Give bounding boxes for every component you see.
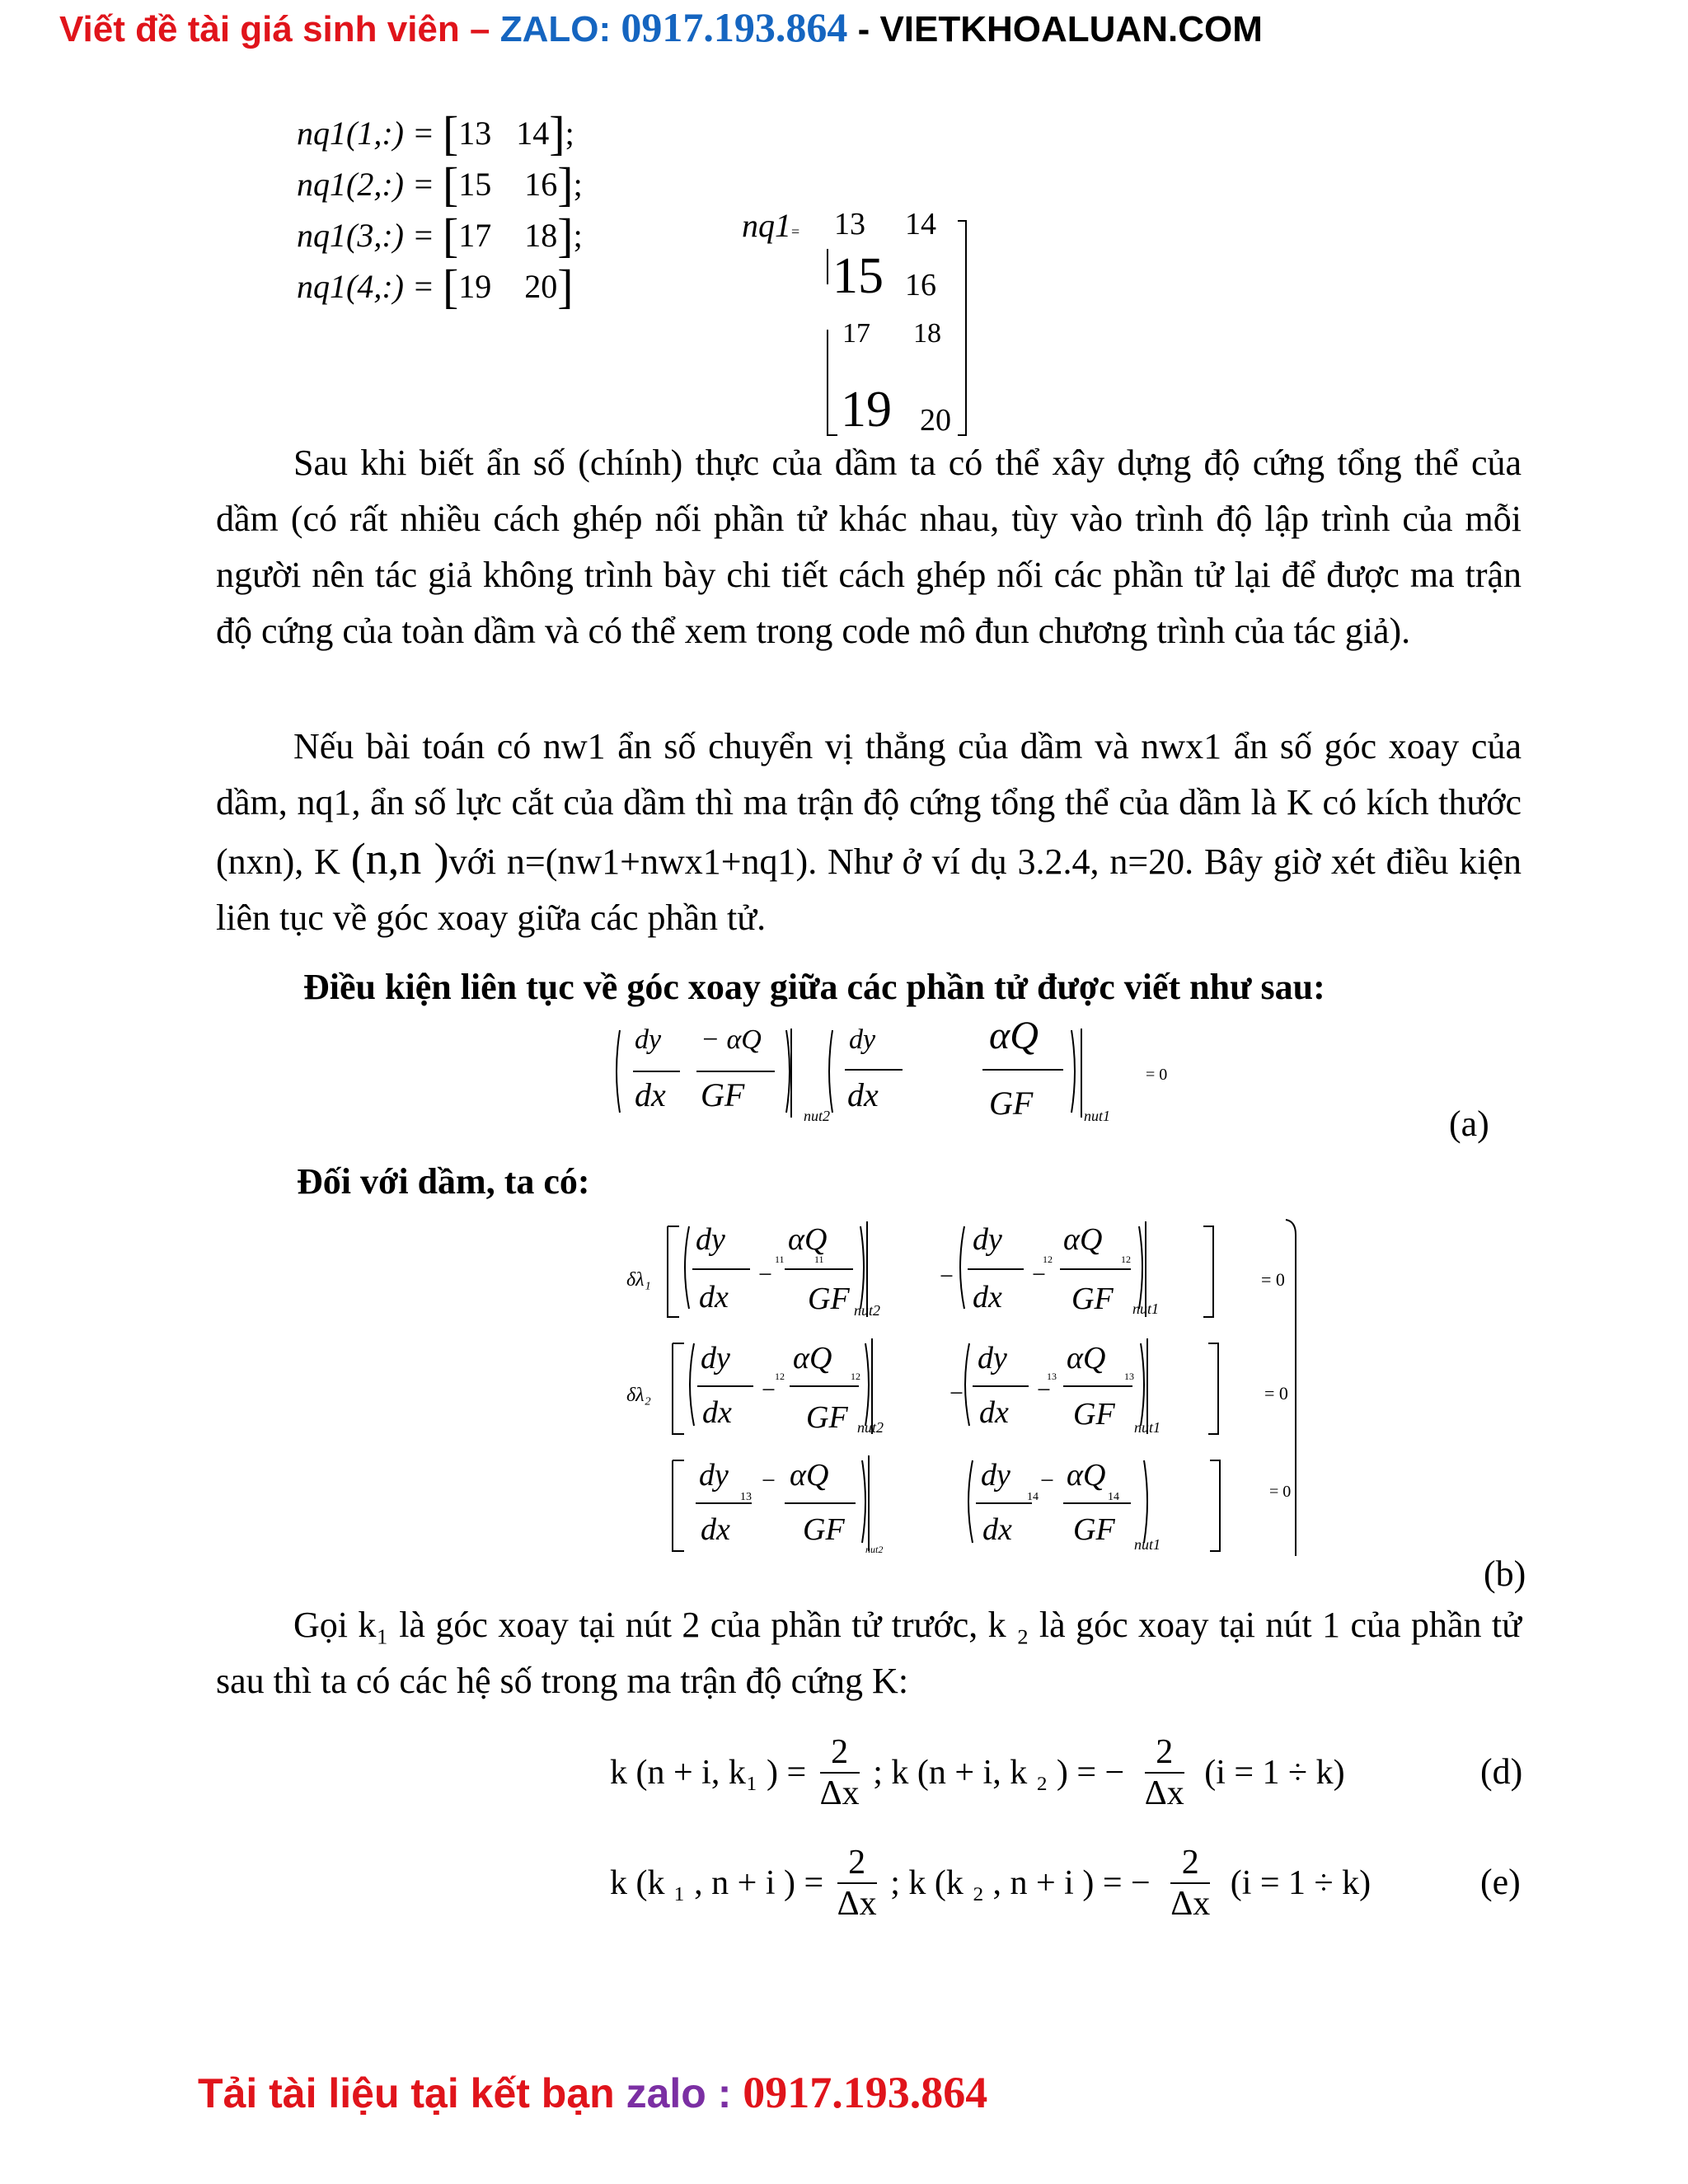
svg-text:αQ: αQ: [788, 1222, 828, 1257]
svg-text:GF: GF: [806, 1400, 848, 1435]
svg-text:−: −: [1040, 1467, 1054, 1494]
heading-beam: Đối với dầm, ta có:: [297, 1161, 590, 1202]
svg-text:nut1: nut1: [1084, 1108, 1111, 1124]
svg-text:dx: dx: [982, 1512, 1012, 1547]
svg-text:nut2: nut2: [804, 1108, 831, 1124]
matrix-cell: 19: [841, 382, 892, 438]
eq-label-d: (d): [1480, 1751, 1523, 1792]
svg-text:11: 11: [814, 1254, 824, 1265]
svg-text:−: −: [1032, 1261, 1046, 1288]
svg-text:−: −: [1037, 1376, 1051, 1404]
svg-text:nut2: nut2: [865, 1544, 884, 1555]
svg-text:dx: dx: [702, 1395, 732, 1430]
paragraph-1: Sau khi biết ẩn số (chính) thực của dầm ta có thể xây dựng độ cứng tổng thể của dầm (có rất nhiều cách ghép nối phần tử khác nhau, tùy vào trình độ lập trình của mỗi người nên tác giả không trình bày chi tiết cách ghép nối các phần tử lại để được ma trận độ cứng của toàn dầm và có thể xem trong code mô đun chương trình của tác giả).: [216, 443, 1522, 651]
heading-continuity: Điều kiện liên tục về góc xoay giữa các phần tử được viết như sau:: [303, 967, 1325, 1007]
matrix-cell: 17: [842, 318, 870, 349]
footer-text: Tải tài liệu tại kết bạn: [198, 2070, 626, 2116]
svg-text:GF: GF: [1073, 1512, 1115, 1547]
svg-text:nut2: nut2: [854, 1302, 881, 1319]
equation-b: [626, 1210, 1368, 1581]
matrix-cell: 13: [834, 207, 865, 241]
svg-text:−: −: [762, 1376, 776, 1404]
header-phone: 0917.193.864: [621, 4, 848, 50]
nq-row: nq1(4,:) = [19 20]: [297, 260, 574, 313]
eq-label-b: (b): [1484, 1554, 1526, 1594]
matrix-name: nq1: [742, 207, 791, 244]
svg-text:dy: dy: [973, 1222, 1002, 1257]
footer-phone: 0917.193.864: [743, 2068, 988, 2117]
svg-text:δλ₂: δλ₂: [626, 1385, 651, 1406]
svg-text:nut1: nut1: [1134, 1419, 1161, 1436]
svg-text:nut1: nut1: [1134, 1536, 1161, 1553]
svg-text:12: 12: [775, 1371, 785, 1382]
header-zalo-label: ZALO:: [499, 9, 621, 49]
svg-text:11: 11: [775, 1254, 785, 1265]
equation-e: k (k ₁ , n + i ) = $\frac{2}{\Delta x}$ ; k (k ₂ , n + i ) = − $\frac{2}{\Delta x}$ (i = 1 ÷ k): [610, 1844, 1372, 1923]
svg-text:dy: dy: [849, 1024, 876, 1055]
matrix-cell: 18: [913, 318, 941, 349]
matrix-cell: 20: [920, 403, 951, 438]
svg-text:dx: dx: [847, 1076, 879, 1113]
matrix-cell: 16: [905, 268, 936, 302]
svg-text:αQ: αQ: [793, 1341, 832, 1376]
nq-assignments: [297, 105, 583, 313]
footer-banner: Tải tài liệu tại kết bạn zalo : 0917.193.864: [198, 2068, 988, 2117]
svg-text:dy: dy: [699, 1458, 729, 1493]
svg-text:− αQ: − αQ: [701, 1024, 762, 1055]
svg-text:dy: dy: [981, 1458, 1010, 1493]
svg-text:nut2: nut2: [857, 1419, 884, 1436]
svg-text:= 0: = 0: [1264, 1383, 1288, 1404]
svg-text:= 0: = 0: [1261, 1269, 1285, 1290]
equation-d: k (n + i, k₁ ) = $\frac{2}{\Delta x}$ ; k (n + i, k ₂ ) = − $\frac{2}{\Delta x}$ (i = 1 ÷ k): [610, 1733, 1345, 1812]
matrix-cell: 14: [905, 207, 936, 241]
svg-text:dx: dx: [973, 1280, 1002, 1315]
eq-label-a: (a): [1449, 1104, 1489, 1144]
svg-text:GF: GF: [989, 1085, 1034, 1122]
nq-row: nq1(3,:) = [17 18];: [297, 209, 583, 262]
svg-text:13: 13: [1047, 1371, 1057, 1382]
paragraph-3: Gọi k₁ là góc xoay tại nút 2 của phần tử trước, k ₂ là góc xoay tại nút 1 của phần tử sau thì ta có các hệ số trong ma trận độ cứng K:: [216, 1605, 1522, 1701]
svg-text:GF: GF: [1073, 1397, 1115, 1432]
svg-text:dy: dy: [978, 1341, 1007, 1376]
header-banner: [59, 3, 1263, 51]
svg-text:12: 12: [1121, 1254, 1131, 1265]
svg-text:−: −: [940, 1263, 954, 1290]
equation-a: [577, 1014, 1484, 1146]
svg-text:dy: dy: [701, 1341, 730, 1376]
svg-text:12: 12: [851, 1371, 860, 1382]
svg-text:dx: dx: [699, 1280, 729, 1315]
eq-label-e: (e): [1480, 1862, 1521, 1902]
svg-text:αQ: αQ: [1067, 1458, 1106, 1493]
matrix-cell: 15: [832, 248, 884, 304]
svg-text:= 0: = 0: [1269, 1483, 1292, 1501]
svg-text:dy: dy: [635, 1024, 662, 1055]
svg-text:dx: dx: [701, 1512, 730, 1547]
header-text: Viết đề tài giá sinh viên –: [59, 9, 500, 49]
svg-text:dx: dx: [979, 1395, 1009, 1430]
svg-text:13: 13: [740, 1491, 752, 1503]
svg-text:13: 13: [1124, 1371, 1134, 1382]
svg-text:dx: dx: [635, 1076, 666, 1113]
header-separator: -: [847, 9, 880, 49]
svg-text:−: −: [950, 1380, 964, 1407]
nq-row: nq1(1,:) = [13 14];: [297, 106, 574, 160]
svg-text:GF: GF: [803, 1512, 845, 1547]
svg-text:αQ: αQ: [790, 1458, 829, 1493]
svg-text:δλ₁: δλ₁: [626, 1269, 651, 1291]
svg-text:GF: GF: [1071, 1282, 1114, 1316]
header-site: VIETKHOALUAN.COM: [879, 9, 1263, 49]
svg-text:−: −: [762, 1467, 776, 1494]
svg-text:14: 14: [1108, 1491, 1119, 1503]
svg-text:αQ: αQ: [1067, 1341, 1106, 1376]
svg-text:−: −: [758, 1261, 772, 1288]
svg-text:dy: dy: [696, 1222, 725, 1257]
svg-text:GF: GF: [808, 1282, 850, 1316]
svg-text:14: 14: [1027, 1491, 1039, 1503]
svg-text:αQ: αQ: [1063, 1222, 1103, 1257]
svg-text:12: 12: [1043, 1254, 1053, 1265]
svg-text:= 0: = 0: [1146, 1066, 1168, 1084]
svg-text:αQ: αQ: [989, 1014, 1039, 1057]
paragraph-2: Nếu bài toán có nw1 ẩn số chuyển vị thẳng của dầm và nwx1 ẩn số góc xoay của dầm, nq1, ẩn số lực cắt của dầm thì ma trận độ cứng tổng thể của dầm là K có kích thước (nxn), K (n,n )với n=(nw1+nwx1+nq1). Như ở ví dụ 3.2.4, n=20. Bây giờ xét điều kiện liên tục về góc xoay giữa các phần tử.: [216, 726, 1522, 938]
footer-zalo: zalo: [626, 2070, 706, 2116]
svg-text:nut1: nut1: [1132, 1301, 1160, 1317]
nq-row: nq1(2,:) = [15 16];: [297, 157, 583, 211]
svg-text:GF: GF: [701, 1076, 745, 1113]
nq-matrix: nq1=: [742, 207, 800, 244]
